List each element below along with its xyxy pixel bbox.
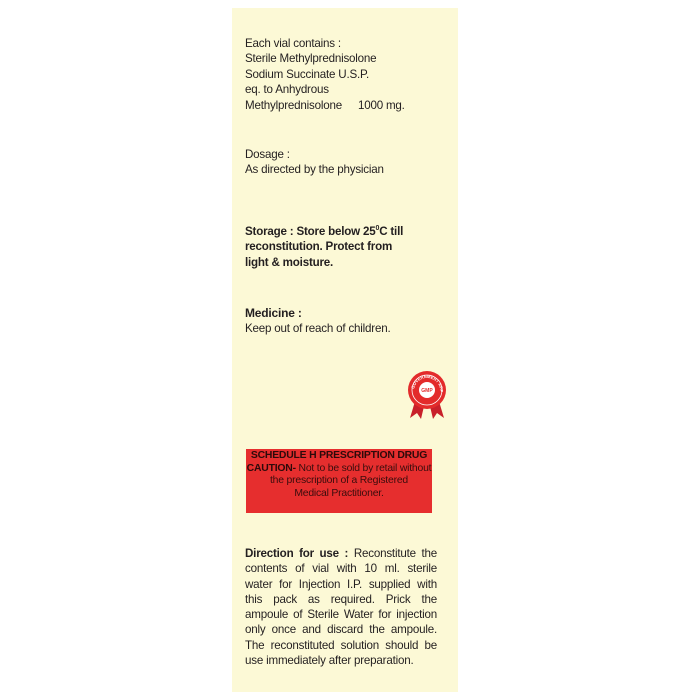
storage-line-2: reconstitution. Protect from [245,240,393,254]
gmp-seal-icon [406,368,448,420]
composition-block [245,36,405,113]
direction-label: Direction for use : [245,547,349,560]
direction-block [245,546,437,668]
seal-center-text: GMP [421,388,433,394]
composition-line: Sodium Succinate U.S.P. [245,67,370,81]
caution-line-1 [246,463,432,476]
composition-line: Sterile Methylprednisolone [245,52,377,66]
storage-block [245,221,403,270]
storage-line-1 [245,221,403,239]
seal-arc-text: GOVERNMENT APP [410,373,445,393]
direction-text: Reconstitute the contents of vial with 10 ml. sterile water for Injection I.P. supplied with this pack as required. Prick the ampoule of Sterile Water for injection only once and discard the ampoule. The reconstituted solution should be use immediately after preparation. [245,547,438,668]
caution-line-2: the prescription of a Registered [270,475,408,487]
storage-line-3: light & moisture. [245,255,334,269]
storage-suffix: C till [379,225,404,238]
composition-line: eq. to Anhydrous [245,83,329,97]
caution-text: Not to be sold by retail without [295,462,432,474]
schedule-h-warning-box [246,449,432,513]
medicine-heading: Medicine : [245,306,302,320]
caution-label: CAUTION- [246,462,296,474]
dosage-text: As directed by the physician [245,163,384,177]
dosage-block [245,147,384,178]
storage-prefix: Storage : Store below 25 [245,225,376,238]
schedule-title: SCHEDULE H PRESCRIPTION DRUG [250,450,428,461]
composition-last-line [245,98,405,113]
dosage-heading: Dosage : [245,148,290,161]
medicine-block [245,306,390,337]
medicine-text: Keep out of reach of children. [245,322,391,336]
caution-line-3: Medical Practitioner. [294,487,384,499]
storage-degree: 0 [375,225,380,232]
composition-ingredient: Methylprednisolone [245,98,342,112]
composition-line: Each vial contains : [245,37,341,50]
composition-quantity: 1000 mg. [357,98,405,112]
